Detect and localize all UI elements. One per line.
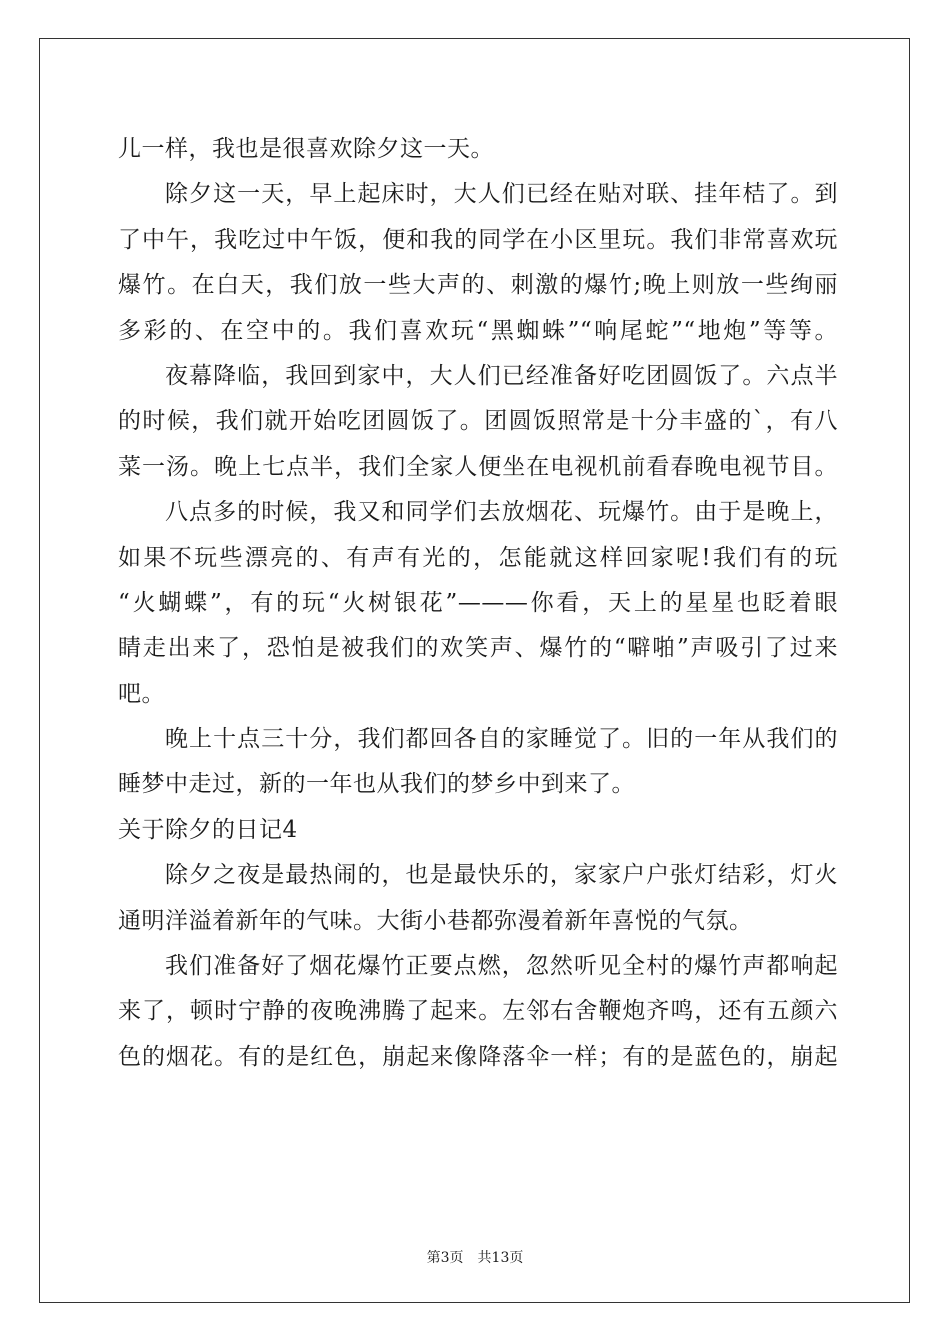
section-heading: 关于除夕的日记4 xyxy=(118,816,298,843)
paragraph-first-line: 除夕这一天，早上起床时，大人们已经在贴对联、挂年桔了。到 xyxy=(165,181,838,208)
paragraph-first-line: 夜幕降临，我回到家中，大人们已经准备好吃团圆饭了。六点半 xyxy=(165,362,838,389)
text-line: 睛走出来了，恐怕是被我们的欢笑声、爆竹的“噼啪”声吸引了过来 xyxy=(118,635,838,662)
page-number: 第3页 共13页 xyxy=(426,1250,524,1266)
document-body xyxy=(118,127,838,1080)
text-line: 菜一汤。晚上七点半，我们全家人便坐在电视机前看春晚电视节目。 xyxy=(118,453,838,480)
text-line: 来了，顿时宁静的夜晚沸腾了起来。左邻右舍鞭炮齐鸣，还有五颜六 xyxy=(118,998,838,1025)
text-line: 睡梦中走过，新的一年也从我们的梦乡中到来了。 xyxy=(118,771,635,798)
paragraph-first-line: 八点多的时候，我又和同学们去放烟花、玩爆竹。由于是晚上， xyxy=(165,499,838,526)
text-line: 的时候，我们就开始吃团圆饭了。团圆饭照常是十分丰盛的`，有八 xyxy=(118,408,838,435)
paragraph-first-line: 我们准备好了烟花爆竹正要点燃，忽然听见全村的爆竹声都响起 xyxy=(165,953,838,980)
text-line: “火蝴蝶”，有的玩“火树银花”———你看，天上的星星也眨着眼 xyxy=(118,589,838,616)
text-line: 色的烟花。有的是红色，崩起来像降落伞一样；有的是蓝色的，崩起 xyxy=(118,1043,838,1070)
paragraph-first-line: 除夕之夜是最热闹的，也是最快乐的，家家户户张灯结彩，灯火 xyxy=(165,862,838,889)
text-line: 通明洋溢着新年的气味。大街小巷都弥漫着新年喜悦的气氛。 xyxy=(118,907,753,934)
paragraph-first-line: 晚上十点三十分，我们都回各自的家睡觉了。旧的一年从我们的 xyxy=(165,726,838,753)
text-line: 了中午，我吃过中午饭，便和我的同学在小区里玩。我们非常喜欢玩 xyxy=(118,226,838,253)
text-line: 爆竹。在白天，我们放一些大声的、刺激的爆竹;晚上则放一些绚丽 xyxy=(118,272,838,299)
text-line: 如果不玩些漂亮的、有声有光的，怎能就这样回家呢!我们有的玩 xyxy=(118,544,838,571)
text-line: 儿一样，我也是很喜欢除夕这一天。 xyxy=(118,136,494,162)
text-line: 吧。 xyxy=(118,680,165,707)
text-line: 多彩的、在空中的。我们喜欢玩“黑蜘蛛”“响尾蛇”“地炮”等等。 xyxy=(118,317,838,344)
